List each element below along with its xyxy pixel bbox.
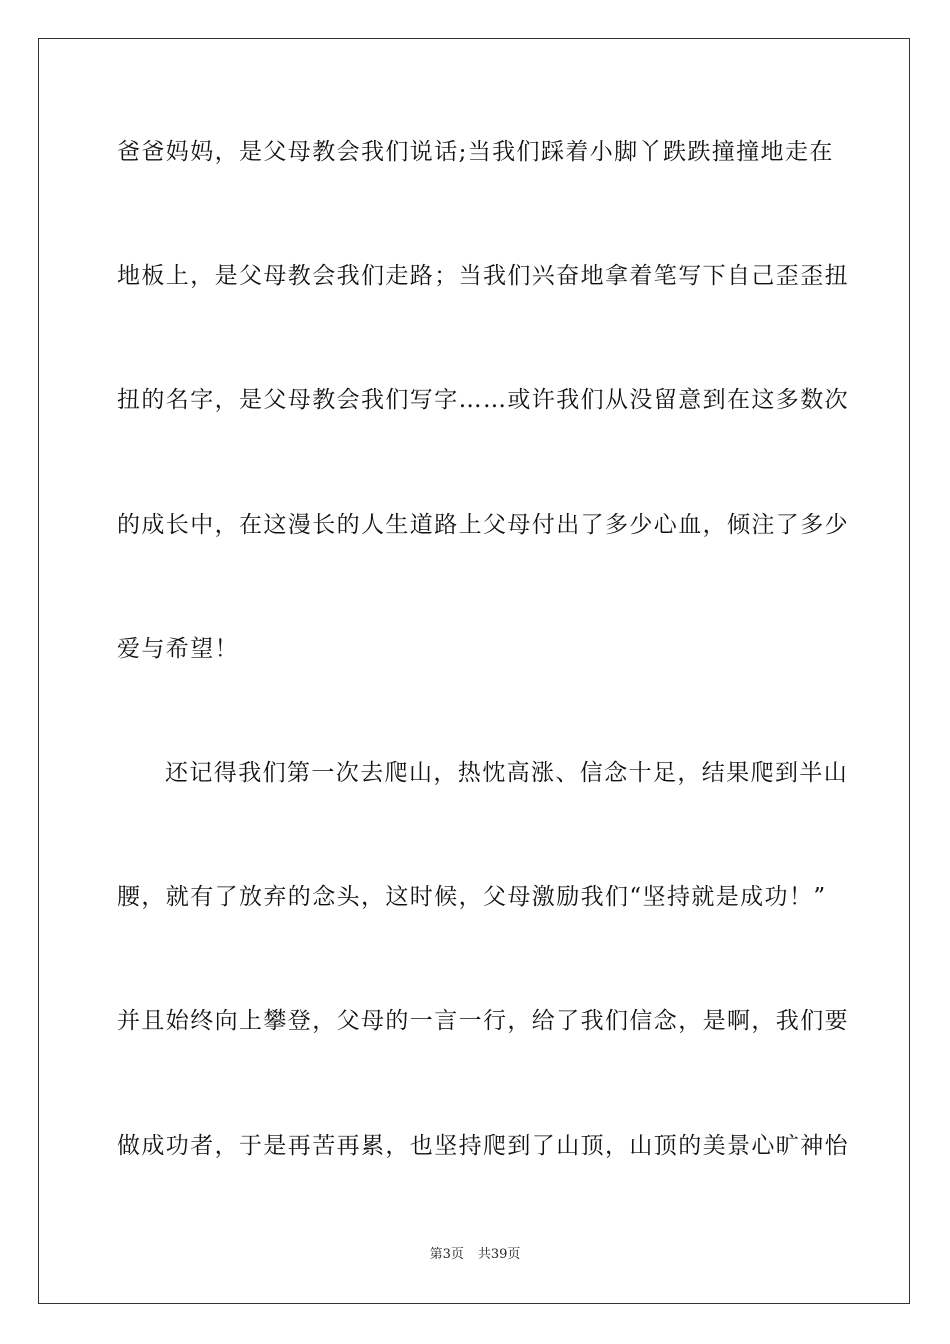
current-page-label: 第3页 <box>429 1247 464 1262</box>
text-line-1: 爸爸妈妈，是父母教会我们说话;当我们踩着小脚丫跌跌撞撞地走在 <box>117 139 834 165</box>
text-line-7: 腰，就有了放弃的念头，这时候，父母激励我们“坚持就是成功！” <box>117 884 827 910</box>
text-line-9: 做成功者，于是再苦再累，也坚持爬到了山顶，山顶的美景心旷神怡 <box>117 1133 849 1159</box>
text-line-2: 地板上，是父母教会我们走路；当我们兴奋地拿着笔写下自己歪歪扭 <box>117 263 849 289</box>
text-line-4: 的成长中，在这漫长的人生道路上父母付出了多少心血，倾注了多少 <box>117 512 849 538</box>
page-footer <box>0 1246 950 1264</box>
text-line-3: 扭的名字，是父母教会我们写字……或许我们从没留意到在这多数次 <box>117 387 849 413</box>
text-line-8: 并且始终向上攀登，父母的一言一行，给了我们信念，是啊，我们要 <box>117 1008 849 1034</box>
total-pages-label: 共39页 <box>477 1247 521 1262</box>
page-border <box>38 38 910 1304</box>
text-line-6: 还记得我们第一次去爬山，热忱高涨、信念十足，结果爬到半山 <box>165 760 849 786</box>
text-line-5: 爱与希望！ <box>117 636 239 662</box>
